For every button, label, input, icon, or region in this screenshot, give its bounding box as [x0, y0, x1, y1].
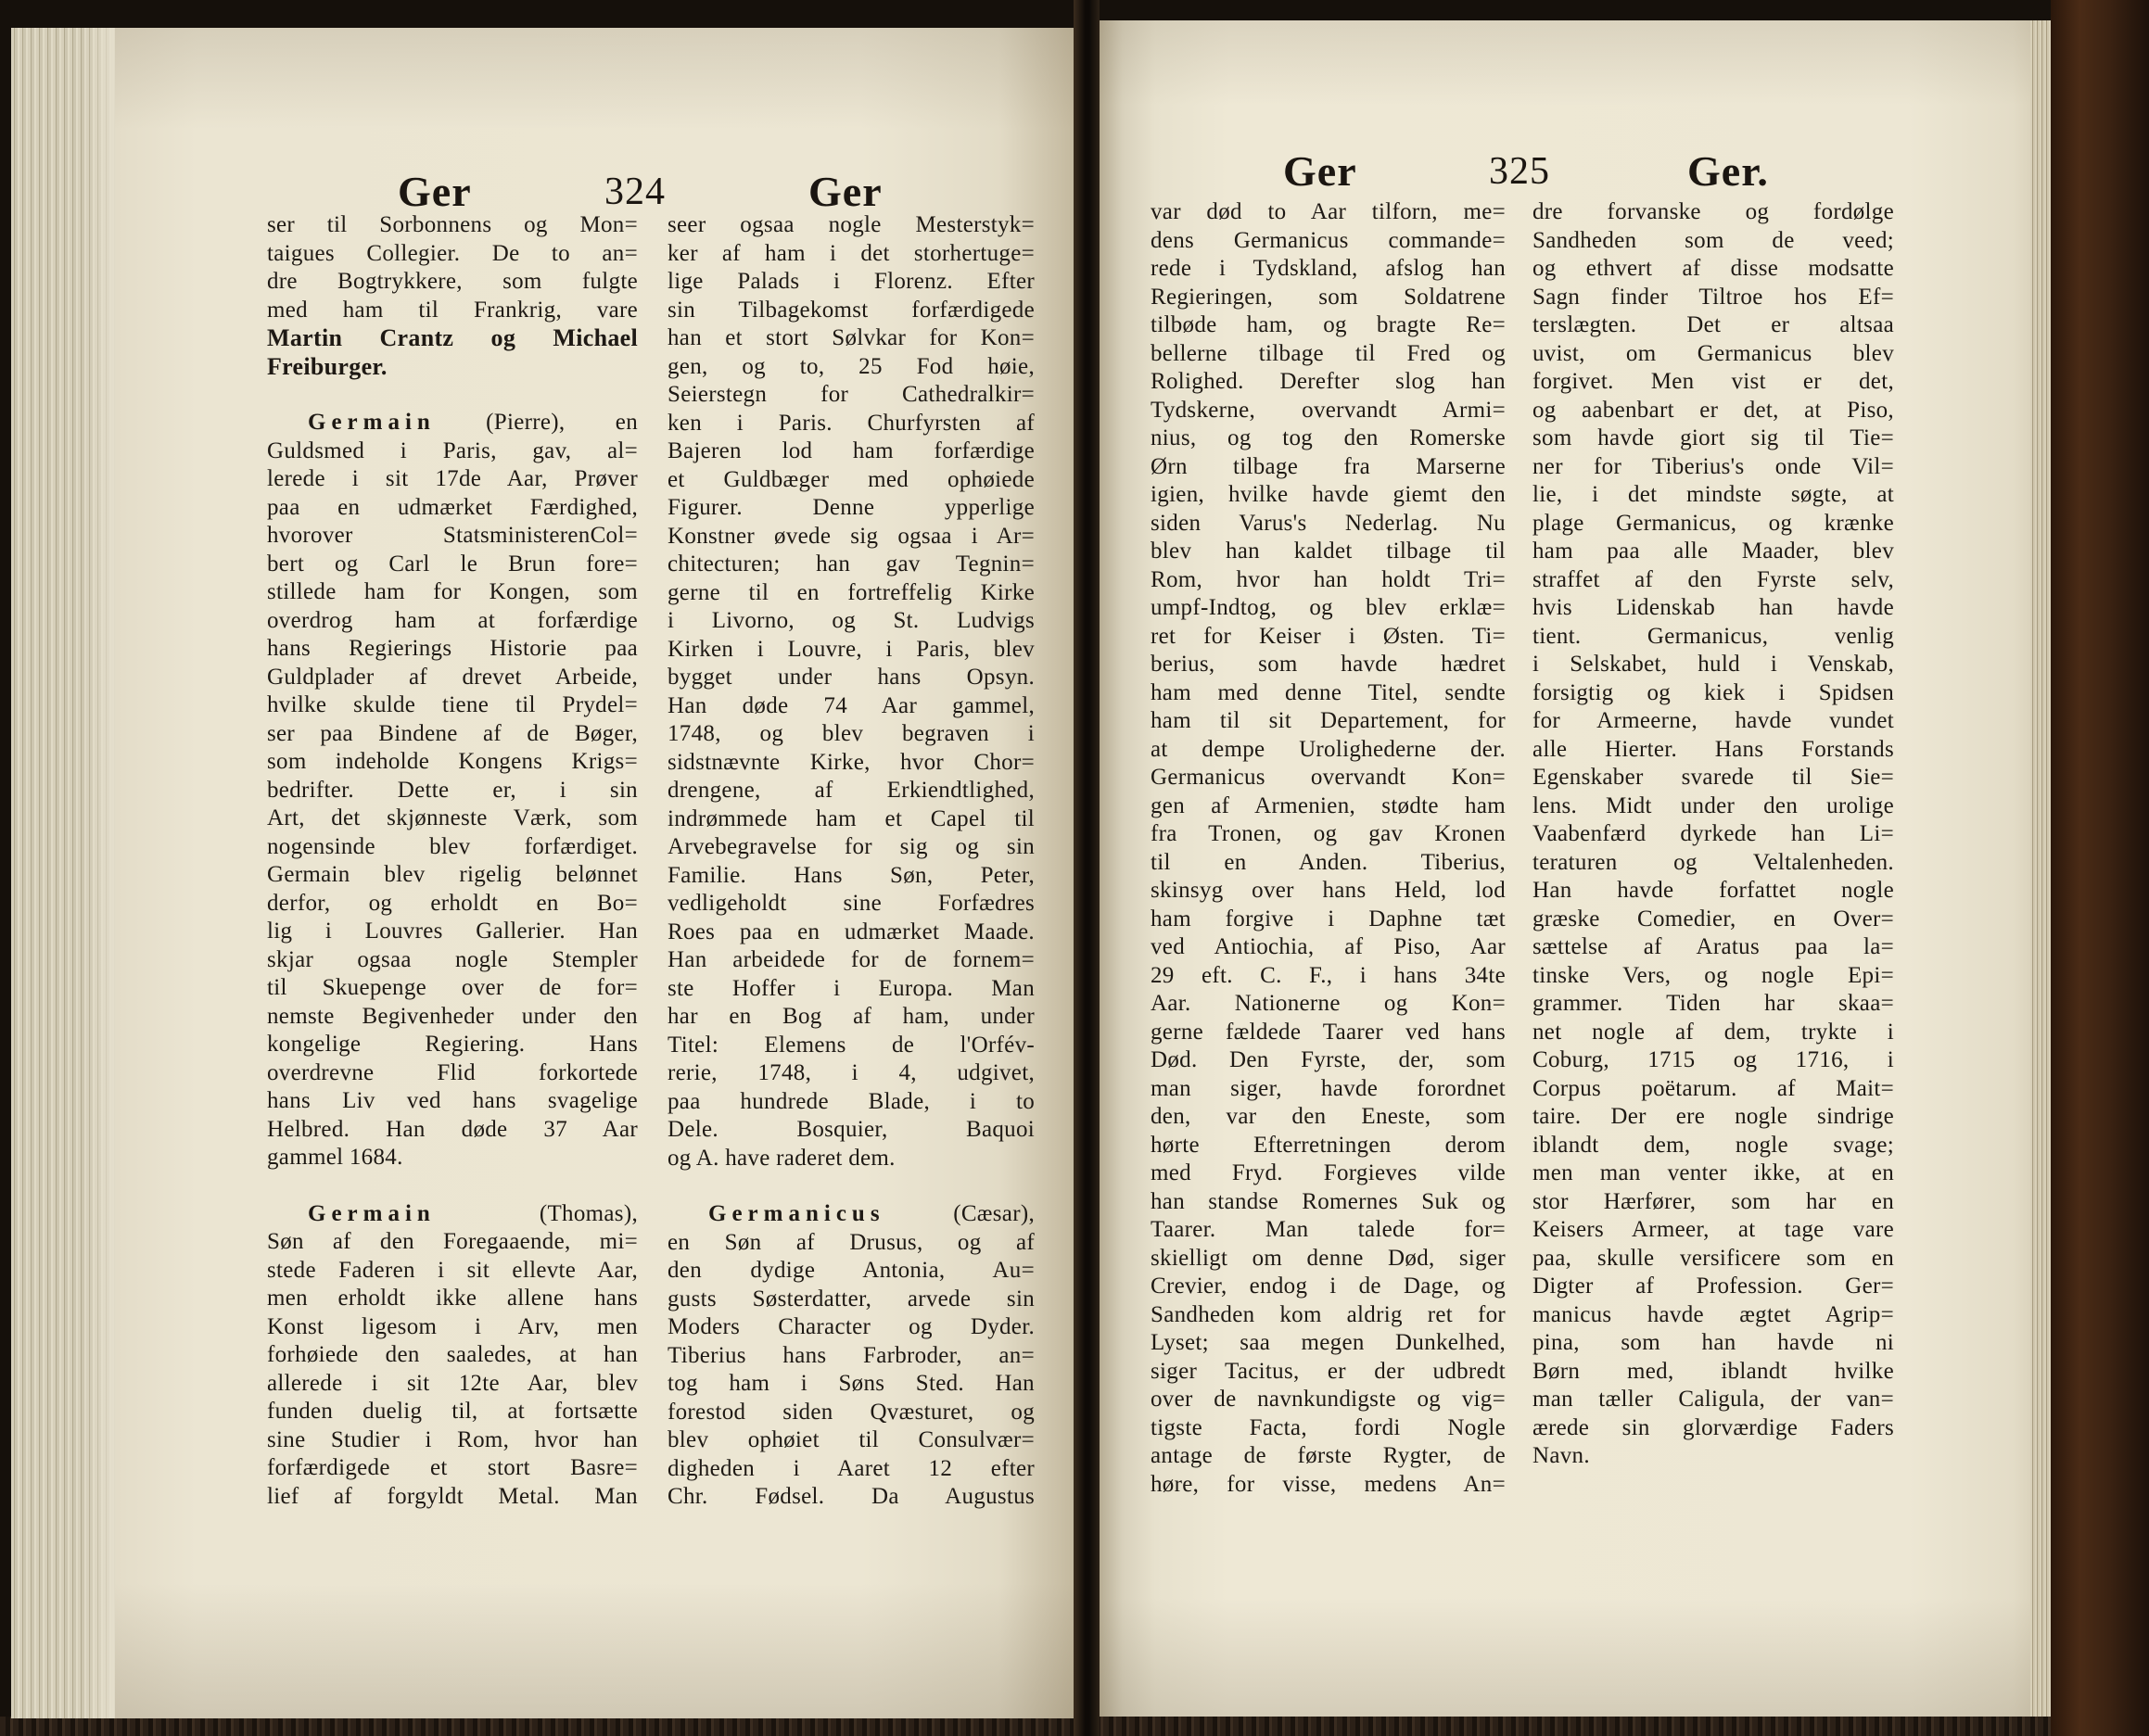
- text-line: lig i Louvres Gallerier. Han: [267, 919, 638, 944]
- text-line: lerede i sit 17de Aar, Prøver: [267, 466, 638, 491]
- text-line: Arvebegravelse for sig og sin: [668, 834, 1035, 859]
- text-line: paa, skulle versificere som en: [1532, 1245, 1894, 1271]
- text-line: siger Tacitus, er der udbredt: [1151, 1358, 1506, 1384]
- text-line: Keisers Armeer, at tage vare: [1532, 1217, 1894, 1242]
- text-line: Tydskerne, overvandt Armi=: [1151, 397, 1506, 423]
- text-line: rede i Tydskland, afslog han: [1151, 256, 1506, 281]
- text-line: igien, hvilke havde giemt den: [1151, 482, 1506, 507]
- text-line: skjar ogsaa nogle Stempler: [267, 946, 638, 972]
- text-line: pina, som han havde ni: [1532, 1330, 1894, 1355]
- text-line: men erholdt ikke allene hans: [267, 1286, 638, 1311]
- text-line: Germain blev rigelig belønnet: [267, 862, 638, 887]
- text-line: dens Germanicus commande=: [1151, 227, 1506, 253]
- page-stack-edge: [11, 28, 115, 1718]
- text-line: Corpus poëtarum. af Mait=: [1532, 1075, 1894, 1101]
- text-line: Børn med, iblandt hvilke: [1532, 1358, 1894, 1384]
- text-line: Han havde forfattet nogle: [1532, 878, 1894, 903]
- text-line: hans Liv ved hans svagelige: [267, 1088, 638, 1113]
- text-line: rerie, 1748, i 4, udgivet,: [668, 1060, 1035, 1085]
- text-line: hvilke skulde tiene til Prydel=: [267, 692, 638, 717]
- text-line: Moders Character og Dyder.: [668, 1314, 1035, 1339]
- text-line: iblandt dem, nogle svage;: [1532, 1132, 1894, 1158]
- text-line: terslægten. Det er altsaa: [1532, 312, 1894, 337]
- text-line: i Selskabet, huld i Venskab,: [1532, 652, 1894, 677]
- book-gutter: [1074, 0, 1100, 1736]
- text-line: manicus havde ægtet Agrip=: [1532, 1301, 1894, 1327]
- text-line: bert og Carl le Brun fore=: [267, 551, 638, 577]
- text-column-2: [1532, 198, 1894, 1471]
- text-line: Aar. Nationerne og Kon=: [1151, 991, 1506, 1016]
- entry-headword: Germain: [308, 1200, 436, 1226]
- text-column-2: [668, 211, 1035, 1512]
- text-line: den, var den Eneste, som: [1151, 1104, 1506, 1129]
- text-line: blev ophøiet til Consulvær=: [668, 1427, 1035, 1452]
- text-line: grammer. Tiden har skaa=: [1532, 991, 1894, 1016]
- text-line: ser til Sorbonnens og Mon=: [267, 212, 638, 237]
- continued-paragraph: [668, 211, 1035, 1172]
- text-line: Sagn finder Tiltroe hos Ef=: [1532, 284, 1894, 310]
- text-line: Chr. Fødsel. Da Augustus: [668, 1484, 1035, 1509]
- text-line: sidstnævnte Kirke, hvor Chor=: [668, 749, 1035, 775]
- text-line: skinsyg over hans Held, lod: [1151, 878, 1506, 903]
- entry-headword: Germanicus: [708, 1201, 885, 1226]
- running-head-left: Ger: [1283, 147, 1357, 195]
- text-line: chitecturen; han gav Tegnin=: [668, 551, 1035, 577]
- text-line: i Livorno, og St. Ludvigs: [668, 608, 1035, 633]
- text-line: gen, og to, 25 Fod høie,: [668, 353, 1035, 379]
- text-line: alle Hierter. Hans Forstands: [1532, 736, 1894, 762]
- text-line: og aabenbart er det, at Piso,: [1532, 397, 1894, 423]
- text-line: seer ogsaa nogle Mesterstyk=: [668, 212, 1035, 237]
- text-line: dre Bogtrykkere, som fulgte: [267, 269, 638, 294]
- text-line: Helbred. Han døde 37 Aar: [267, 1116, 638, 1142]
- text-line: antage de første Rygter, de: [1151, 1443, 1506, 1468]
- entry-paragraph: [267, 1200, 638, 1512]
- text-line: bellerne tilbage til Fred og: [1151, 340, 1506, 366]
- text-line: digheden i Aaret 12 efter: [668, 1455, 1035, 1481]
- entry-first-line-rest: (Thomas),: [435, 1200, 638, 1226]
- entry-first-line-rest: (Pierre), en: [435, 410, 638, 435]
- text-line: funden duelig til, at fortsætte: [267, 1399, 638, 1424]
- text-line: Sandheden som de veed;: [1532, 227, 1894, 253]
- text-line: Vaabenfærd dyrkede han Li=: [1532, 821, 1894, 846]
- left-page: [11, 28, 1074, 1718]
- text-line: som indeholde Kongens Krigs=: [267, 749, 638, 774]
- text-line: nius, og tog den Romerske: [1151, 425, 1506, 450]
- text-line: ham med denne Titel, sendte: [1151, 679, 1506, 705]
- text-line: Martin Crantz og Michael: [267, 324, 638, 351]
- text-line: ker af ham i det storhertuge=: [668, 240, 1035, 266]
- running-head-right: Ger.: [1687, 147, 1769, 195]
- text-line: ham til sit Departement, for: [1151, 708, 1506, 733]
- text-line: [668, 1200, 1035, 1229]
- text-line: tinske Vers, og nogle Epi=: [1532, 962, 1894, 988]
- text-line: overdrevne Flid forkortede: [267, 1059, 638, 1085]
- text-line: lige Palads i Florenz. Efter: [668, 269, 1035, 294]
- text-line: til Skuepenge over de for=: [267, 975, 638, 1000]
- text-line: Taarer. Man talede for=: [1151, 1217, 1506, 1242]
- text-line: til en Anden. Tiberius,: [1151, 849, 1506, 875]
- text-line: Konstner øvede sig ogsaa i Ar=: [668, 523, 1035, 549]
- right-page: [1100, 20, 2051, 1717]
- text-line: paa hundrede Blade, i to: [668, 1088, 1035, 1114]
- text-line: over de navnkundigste og vig=: [1151, 1387, 1506, 1412]
- text-line: Art, det skjønneste Værk, som: [267, 805, 638, 830]
- text-line: for Armeerne, havde vundet: [1532, 708, 1894, 733]
- text-line: har en Bog af ham, under: [668, 1004, 1035, 1029]
- text-line: med Fryd. Forgieves vilde: [1151, 1160, 1506, 1185]
- text-line: hvis Lidenskab han havde: [1532, 595, 1894, 620]
- text-line: han et stort Sølvkar for Kon=: [668, 325, 1035, 350]
- text-line: Konst ligesom i Arv, men: [267, 1313, 638, 1339]
- text-line: høre, for visse, medens An=: [1151, 1471, 1506, 1497]
- text-line: tient. Germanicus, venlig: [1532, 623, 1894, 649]
- text-line: Roes paa en udmærket Maade.: [668, 919, 1035, 944]
- text-line: teraturen og Veltalenheden.: [1532, 849, 1894, 875]
- text-line: Guldsmed i Paris, gav, al=: [267, 437, 638, 463]
- text-line: græske Comedier, en Over=: [1532, 906, 1894, 931]
- text-line: stor Hærfører, som har en: [1532, 1188, 1894, 1214]
- text-line: siden Varus's Nederlag. Nu: [1151, 510, 1506, 536]
- text-line: vedligeholdt sine Forfædres: [668, 891, 1035, 916]
- text-line: hans Regierings Historie paa: [267, 636, 638, 661]
- text-line: som havde giort sig til Tie=: [1532, 425, 1894, 450]
- text-line: 29 eft. C. F., i hans 34te: [1151, 962, 1506, 988]
- text-line: Egenskaber svarede til Sie=: [1532, 765, 1894, 790]
- text-line: nemste Begivenheder under den: [267, 1003, 638, 1029]
- text-line: overdrog ham at forfærdige: [267, 607, 638, 633]
- text-line: ken i Paris. Churfyrsten af: [668, 410, 1035, 436]
- page-stack-edge: [2030, 20, 2051, 1717]
- text-line: Guldplader af drevet Arbeide,: [267, 664, 638, 690]
- entry-paragraph: [267, 409, 638, 1172]
- text-line: ner for Tiberius's onde Vil=: [1532, 453, 1894, 479]
- text-line: paa en udmærket Færdighed,: [267, 494, 638, 520]
- text-line: forestod siden Qvæsturet, og: [668, 1399, 1035, 1425]
- text-line: sin Tilbagekomst forfærdigede: [668, 297, 1035, 323]
- entry-first-line-rest: (Cæsar),: [884, 1201, 1035, 1226]
- text-line: forhøiede den saaledes, at han: [267, 1342, 638, 1367]
- text-line: stede Faderen i sit ellevte Aar,: [267, 1257, 638, 1283]
- text-line: lens. Midt under den urolige: [1532, 792, 1894, 818]
- text-line: Lyset; saa megen Dunkelhed,: [1151, 1330, 1506, 1355]
- text-line: Titel: Elemens de l'Orfév-: [668, 1032, 1035, 1058]
- text-line: Tiberius hans Farbroder, an=: [668, 1342, 1035, 1368]
- text-line: med ham til Frankrig, vare: [267, 297, 638, 323]
- entry-headword: Germain: [308, 410, 436, 435]
- text-line: bygget under hans Opsyn.: [668, 665, 1035, 690]
- text-line: Coburg, 1715 og 1716, i: [1532, 1047, 1894, 1072]
- text-line: en Søn af Drusus, og af: [668, 1229, 1035, 1255]
- text-line: Søn af den Foregaaende, mi=: [267, 1229, 638, 1254]
- text-line: gerne fældede Taarer ved hans: [1151, 1019, 1506, 1045]
- text-line: fra Tronen, og gav Kronen: [1151, 821, 1506, 846]
- text-line: stillede ham for Kongen, som: [267, 579, 638, 604]
- text-line: ham paa alle Maader, blev: [1532, 539, 1894, 564]
- text-line: berius, som havde hædret: [1151, 652, 1506, 677]
- text-line: han standse Romernes Suk og: [1151, 1188, 1506, 1214]
- text-line: ham forgive i Daphne tæt: [1151, 906, 1506, 931]
- text-line: taire. Der ere nogle sindrige: [1532, 1104, 1894, 1129]
- text-line: gammel 1684.: [267, 1145, 403, 1170]
- text-line: taigues Collegier. De to an=: [267, 240, 638, 266]
- text-line: indrømmede ham et Capel til: [668, 805, 1035, 831]
- continued-paragraph: [1151, 198, 1506, 1499]
- text-line: tilbøde ham, og bragte Re=: [1151, 312, 1506, 337]
- running-head-left: Ger: [398, 168, 472, 215]
- text-line: Seierstegn for Cathedralkir=: [668, 382, 1035, 407]
- text-column-1: [267, 211, 638, 1511]
- book-cover-edge: [2051, 0, 2149, 1736]
- text-line: Navn.: [1532, 1443, 1590, 1468]
- text-line: forfærdigede et stort Basre=: [267, 1455, 638, 1480]
- text-line: Kirken i Louvre, i Paris, blev: [668, 636, 1035, 662]
- text-line: ste Hoffer i Europa. Man: [668, 975, 1035, 1001]
- page-number: 324: [604, 171, 666, 213]
- text-line: gerne til en fortreffelig Kirke: [668, 579, 1035, 605]
- text-line: Død. Den Fyrste, der, som: [1151, 1047, 1506, 1072]
- text-line: Freiburger.: [267, 352, 388, 380]
- text-column-1: [1151, 198, 1506, 1499]
- text-line: bedrifter. Dette er, i sin: [267, 777, 638, 803]
- running-head-right: Ger: [808, 168, 883, 215]
- text-line: blev han kaldet tilbage til: [1151, 539, 1506, 564]
- continued-paragraph: [1532, 198, 1894, 1471]
- text-line: Sandheden kom aldrig ret for: [1151, 1301, 1506, 1327]
- text-line: Rolighed. Derefter slog han: [1151, 369, 1506, 394]
- text-line: et Guldbæger med ophøiede: [668, 466, 1035, 492]
- text-line: derfor, og erholdt en Bo=: [267, 890, 638, 916]
- text-line: Rom, hvor han holdt Tri=: [1151, 566, 1506, 592]
- text-line: Familie. Hans Søn, Peter,: [668, 862, 1035, 888]
- text-line: Germanicus overvandt Kon=: [1151, 765, 1506, 790]
- text-line: ret for Keiser i Østen. Ti=: [1151, 623, 1506, 649]
- text-line: net nogle af dem, trykte i: [1532, 1019, 1894, 1045]
- text-line: Han arbeidede for de fornem=: [668, 947, 1035, 972]
- text-line: Bajeren lod ham forfærdige: [668, 438, 1035, 463]
- text-line: var død to Aar tilforn, me=: [1151, 199, 1506, 224]
- text-line: dre forvanske og fordølge: [1532, 199, 1894, 224]
- text-line: kongelige Regiering. Hans: [267, 1032, 638, 1057]
- text-line: drengene, af Erkiendtlighed,: [668, 778, 1035, 803]
- text-line: Figurer. Denne ypperlige: [668, 495, 1035, 520]
- text-line: skielligt om denne Død, siger: [1151, 1245, 1506, 1271]
- text-line: uvist, om Germanicus blev: [1532, 340, 1894, 366]
- text-line: ved Antiochia, af Piso, Aar: [1151, 934, 1506, 959]
- text-line: lief af forgyldt Metal. Man: [267, 1483, 638, 1509]
- text-line: Crevier, endog i de Dage, og: [1151, 1273, 1506, 1299]
- text-line: og A. have raderet dem.: [668, 1145, 896, 1171]
- text-line: at dempe Urolighederne der.: [1151, 736, 1506, 762]
- text-line: og ethvert af disse modsatte: [1532, 256, 1894, 281]
- text-line: umpf-Indtog, og blev erklæ=: [1151, 595, 1506, 620]
- text-line: den dydige Antonia, Au=: [668, 1258, 1035, 1283]
- continued-paragraph: [267, 211, 638, 381]
- text-line: Dele. Bosquier, Baquoi: [668, 1117, 1035, 1142]
- text-line: tog ham i Søns Sted. Han: [668, 1371, 1035, 1396]
- text-line: ærede sin glorværdige Faders: [1532, 1414, 1894, 1440]
- text-line: Regieringen, som Soldatrene: [1151, 284, 1506, 310]
- text-line: forgivet. Men vist er det,: [1532, 369, 1894, 394]
- text-line: gusts Søsterdatter, arvede sin: [668, 1286, 1035, 1312]
- entry-paragraph: [668, 1200, 1035, 1512]
- text-line: lie, i det mindste søgte, at: [1532, 482, 1894, 507]
- text-line: [267, 1200, 638, 1229]
- text-line: allerede i sit 12te Aar, blev: [267, 1370, 638, 1396]
- text-line: plage Germanicus, og krænke: [1532, 510, 1894, 536]
- text-line: [267, 409, 638, 437]
- text-line: gen af Armenien, stødte ham: [1151, 792, 1506, 818]
- text-line: men man venter ikke, at en: [1532, 1160, 1894, 1185]
- text-line: hvorover StatsministerenCol=: [267, 523, 638, 548]
- page-number: 325: [1489, 150, 1550, 193]
- text-line: straffet af den Fyrste selv,: [1532, 566, 1894, 592]
- text-line: Digter af Profession. Ger=: [1532, 1273, 1894, 1299]
- text-line: ser paa Bindene af de Bøger,: [267, 720, 638, 746]
- text-line: tigste Facta, fordi Nogle: [1151, 1414, 1506, 1440]
- text-line: man siger, havde forordnet: [1151, 1075, 1506, 1101]
- text-line: Han døde 74 Aar gammel,: [668, 692, 1035, 718]
- text-line: sine Studier i Rom, hvor han: [267, 1426, 638, 1452]
- text-line: nogensinde blev forfærdiget.: [267, 833, 638, 859]
- text-line: man tæller Caligula, der van=: [1532, 1387, 1894, 1412]
- text-line: sættelse af Aratus paa la=: [1532, 934, 1894, 959]
- text-line: forsigtig og kiek i Spidsen: [1532, 679, 1894, 705]
- text-line: Ørn tilbage fra Marserne: [1151, 453, 1506, 479]
- text-line: hørte Efterretningen derom: [1151, 1132, 1506, 1158]
- text-line: 1748, og blev begraven i: [668, 721, 1035, 746]
